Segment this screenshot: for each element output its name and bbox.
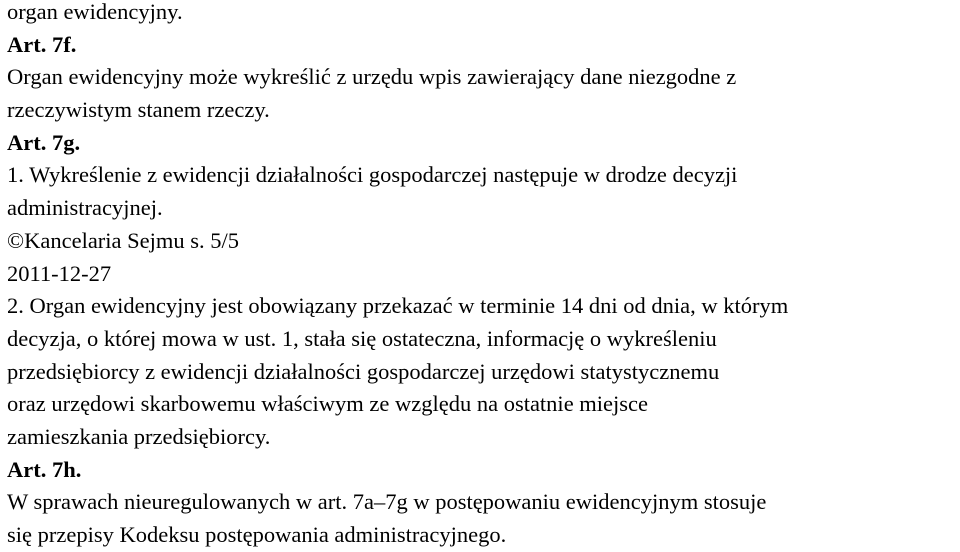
text-line: decyzja, o której mowa w ust. 1, stała się ostateczna, informację o wykreśleniu	[7, 325, 717, 351]
text-line: W sprawach nieuregulowanych w art. 7a–7g w postępowaniu ewidencyjnym stosuje	[7, 489, 767, 515]
document-body	[7, 0, 957, 552]
article-heading-7f: Art. 7f.	[7, 31, 77, 57]
text-line: 2. Organ ewidencyjny jest obowiązany przekazać w terminie 14 dni od dnia, w którym	[7, 293, 789, 319]
text-line: rzeczywistym stanem rzeczy.	[7, 97, 270, 123]
footer-text: Kancelaria Sejmu s. 5/5	[24, 227, 240, 253]
article-heading-7g: Art. 7g.	[7, 129, 81, 155]
text-line: oraz urzędowi skarbowemu właściwym ze względu na ostatnie miejsce	[7, 391, 649, 417]
date-line: 2011-12-27	[7, 260, 112, 286]
text-line: 1. Wykreślenie z ewidencji działalności gospodarczej następuje w drodze decyzji	[7, 162, 738, 188]
text-line: się przepisy Kodeksu postępowania administracyjnego.	[7, 522, 507, 547]
text-line: zamieszkania przedsiębiorcy.	[7, 423, 271, 449]
text-line: administracyjnej.	[7, 195, 163, 221]
text-line: organ ewidencyjny.	[7, 0, 183, 24]
text-line: Organ ewidencyjny może wykreślić z urzędu wpis zawierający dane niezgodne z	[7, 64, 737, 90]
copyright-icon: ©	[7, 227, 25, 253]
text-line: przedsiębiorcy z ewidencji działalności gospodarczej urzędowi statystycznemu	[7, 358, 720, 384]
page-footer	[7, 225, 957, 258]
article-heading-7h: Art. 7h.	[7, 456, 82, 482]
